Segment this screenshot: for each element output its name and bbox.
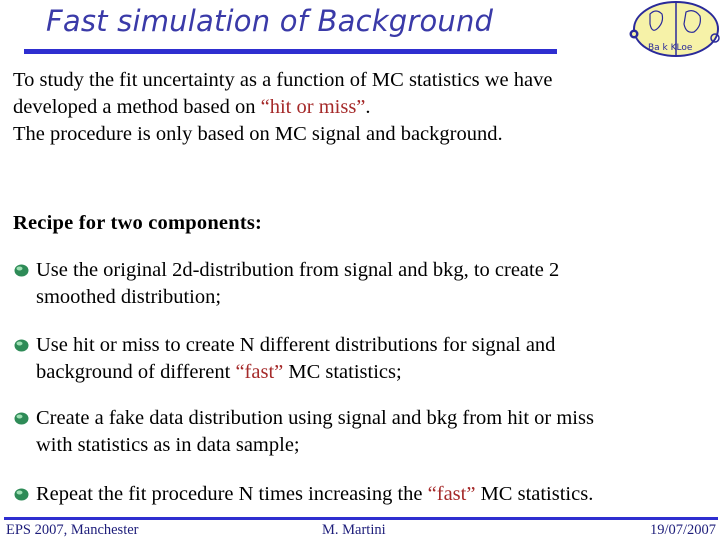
bullet-1-line-2: smoothed distribution; — [36, 286, 222, 308]
fast-highlight: “fast” — [235, 361, 284, 383]
fast-highlight: “fast” — [427, 483, 476, 505]
logo-text: Ba k KLoe — [648, 43, 693, 53]
title-underline — [24, 49, 557, 54]
bullet-2-line-2-text: background of different — [36, 361, 236, 383]
recipe-heading: Recipe for two components: — [13, 212, 263, 234]
intro-line-2-end: . — [365, 96, 371, 118]
bullet-2-line-2-end: MC statistics; — [283, 361, 402, 383]
bullet-1-line-1: Use the original 2d-distribution from signal and bkg, to create 2 — [36, 259, 560, 281]
bullet-item-1 — [14, 257, 704, 311]
bullet-4-line-1-end: MC statistics. — [475, 483, 594, 505]
footer-author: M. Martini — [322, 522, 386, 538]
kloe-logo — [628, 0, 720, 58]
intro-line-1: To study the fit uncertainty as a function of MC statistics we have — [13, 69, 553, 91]
intro-paragraph — [13, 67, 703, 148]
bullet-3-line-2: with statistics as in data sample; — [36, 434, 300, 456]
green-bullet-icon — [14, 339, 29, 352]
green-bullet-icon — [14, 264, 29, 277]
intro-line-2-text: developed a method based on — [13, 96, 261, 118]
footer-rule — [4, 517, 718, 520]
green-bullet-icon — [14, 412, 29, 425]
bullet-2-line-2 — [36, 359, 704, 386]
bullet-3-line-1: Create a fake data distribution using signal and bkg from hit or miss — [36, 407, 594, 429]
footer-date: 19/07/2007 — [649, 522, 716, 538]
hit-or-miss-highlight: “hit or miss” — [260, 96, 366, 118]
green-bullet-icon — [14, 488, 29, 501]
bullet-item-4 — [14, 481, 704, 508]
footer-conference: EPS 2007, Manchester — [6, 522, 139, 538]
bullet-item-3 — [14, 405, 704, 459]
intro-line-2 — [13, 94, 703, 121]
bullet-2-line-1: Use hit or miss to create N different distributions for signal and — [36, 334, 556, 356]
slide-title: Fast simulation of Background — [46, 4, 494, 38]
bullet-4-line-1 — [36, 481, 704, 508]
slide-footer — [0, 517, 720, 540]
bullet-item-2 — [14, 332, 704, 386]
bullet-4-line-1-text: Repeat the fit procedure N times increasing the — [36, 483, 428, 505]
intro-line-3: The procedure is only based on MC signal and background. — [13, 123, 503, 145]
